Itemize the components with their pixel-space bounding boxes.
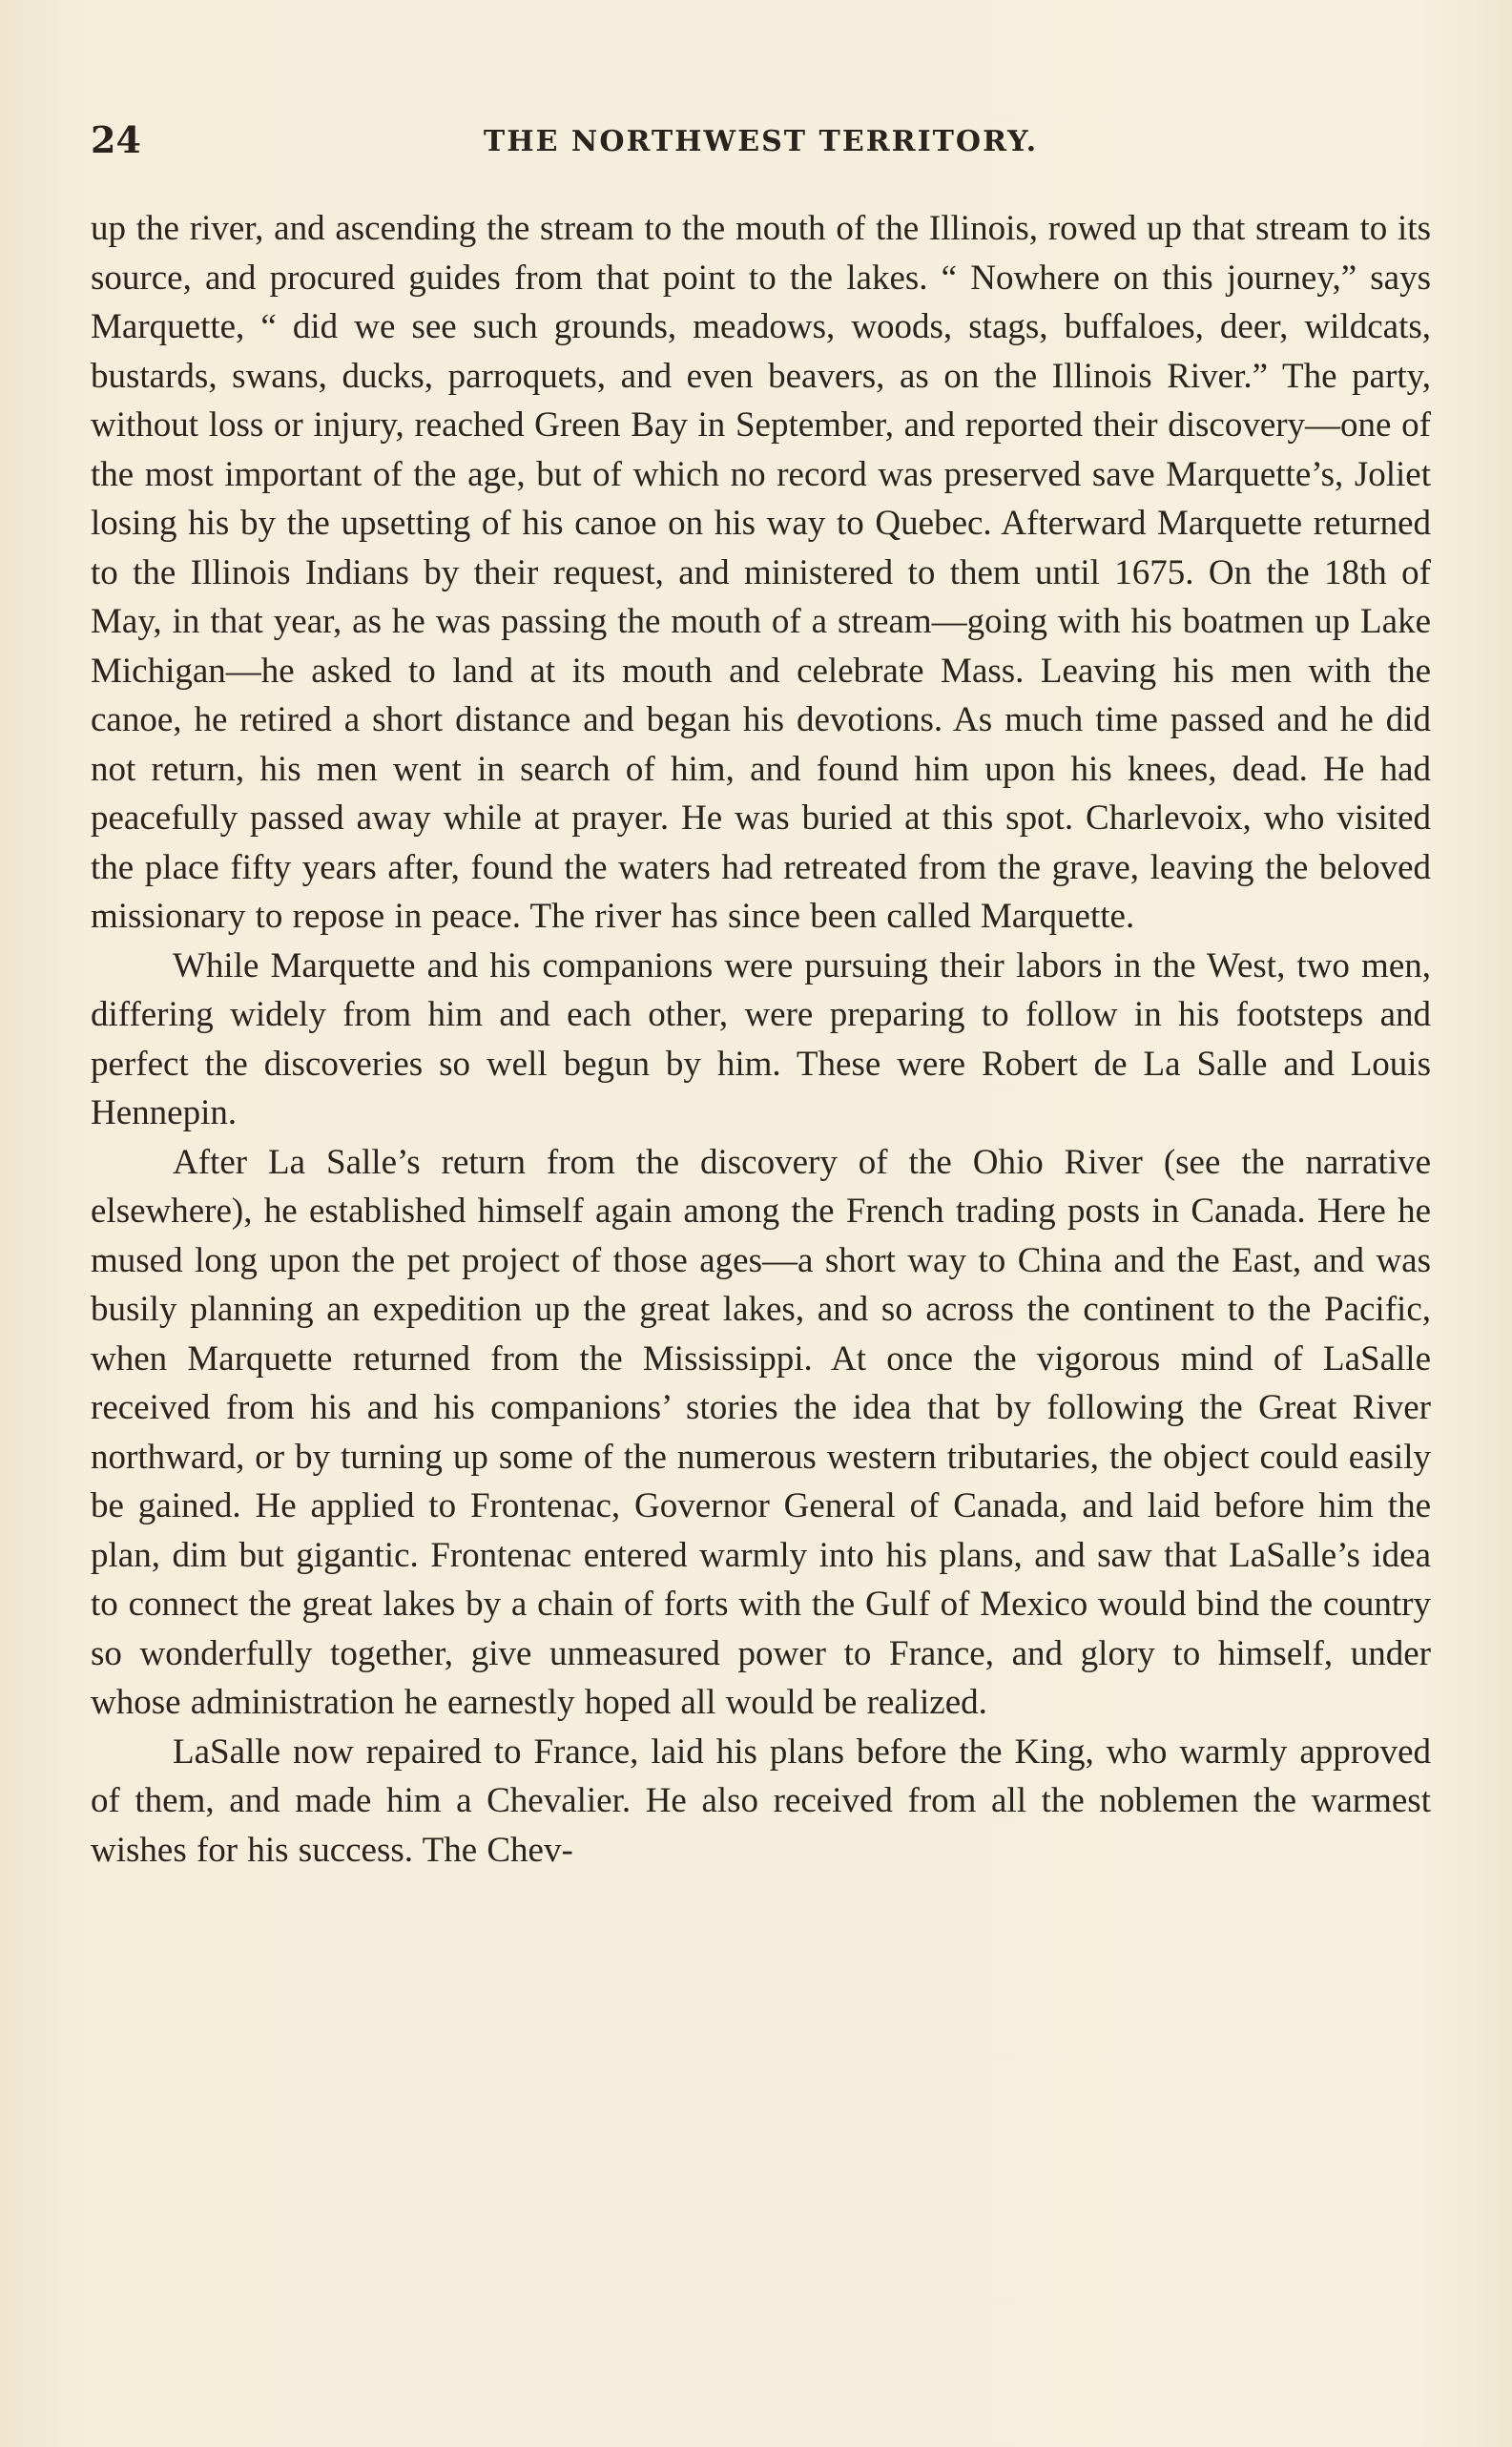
page-header — [91, 118, 1431, 179]
paragraph: LaSalle now repaired to France, laid his plans before the King, who warmly approved of them, and made him a Chevalier. He also received from all the noblemen the warmest wishes for his success. The Chev- — [91, 1732, 1431, 1870]
page-number: 24 — [91, 118, 141, 161]
paragraph: After La Salle’s return from the discovery of the Ohio River (see the narrative elsewhere), he established himself again among the French trading posts in Canada. Here he mused long upon the pet project of those ages—a short way to China and the East, and was busily planning an expedition up the great lakes, and so across the continent to the Pacific, when Marquette returned from the Mississippi. At once the vigorous mind of LaSalle received from his and his companions’ stories the idea that by following the Great River northward, or by turning up some of the numerous western tributaries, the object could easily be gained. He applied to Frontenac, Governor General of Canada, and laid before him the plan, dim but gigantic. Frontenac entered warmly into his plans, and saw that LaSalle’s idea to connect the great lakes by a chain of forts with the Gulf of Mexico would bind the country so wonderfully together, give unmeasured power to France, and glory to himself, under whose administration he earnestly hoped all would be realized. — [91, 1142, 1431, 1722]
paragraph: While Marquette and his companions were pursuing their labors in the West, two men, differing widely from him and each other, were preparing to follow in his footsteps and perfect the discoveries so well begun by him. These were Robert de La Salle and Louis Hennepin. — [91, 945, 1431, 1132]
body-text — [91, 204, 1431, 1875]
paragraph-continued: up the river, and ascending the stream to the mouth of the Illinois, rowed up that stream to its source, and procured guides from that point to the lakes. “ Nowhere on this journey,” says Marquette, “ did we see such grounds, meadows, woods, stags, buffaloes, deer, wildcats, bustards, swans, ducks, parroquets, and even beavers, as on the Illinois River.” The party, without loss or injury, reached Green Bay in September, and reported their discovery—one of the most important of the age, but of which no record was preserved save Marquette’s, Joliet losing his by the upsetting of his canoe on his way to Quebec. Afterward Marquette returned to the Illinois Indians by their request, and ministered to them until 1675. On the 18th of May, in that year, as he was passing the mouth of a stream—going with his boatmen up Lake Michigan—he asked to land at its mouth and celebrate Mass. Leaving his men with the canoe, he retired a short distance and began his devotions. As much time passed and he did not return, his men went in search of him, and found him upon his knees, dead. He had peacefully passed away while at prayer. He was buried at this spot. Charlevoix, who visited the place fifty years after, found the waters had retreated from the grave, leaving the beloved missionary to repose in peace. The river has since been called Marquette. — [91, 209, 1431, 936]
running-title: THE NORTHWEST TERRITORY. — [483, 125, 1039, 158]
